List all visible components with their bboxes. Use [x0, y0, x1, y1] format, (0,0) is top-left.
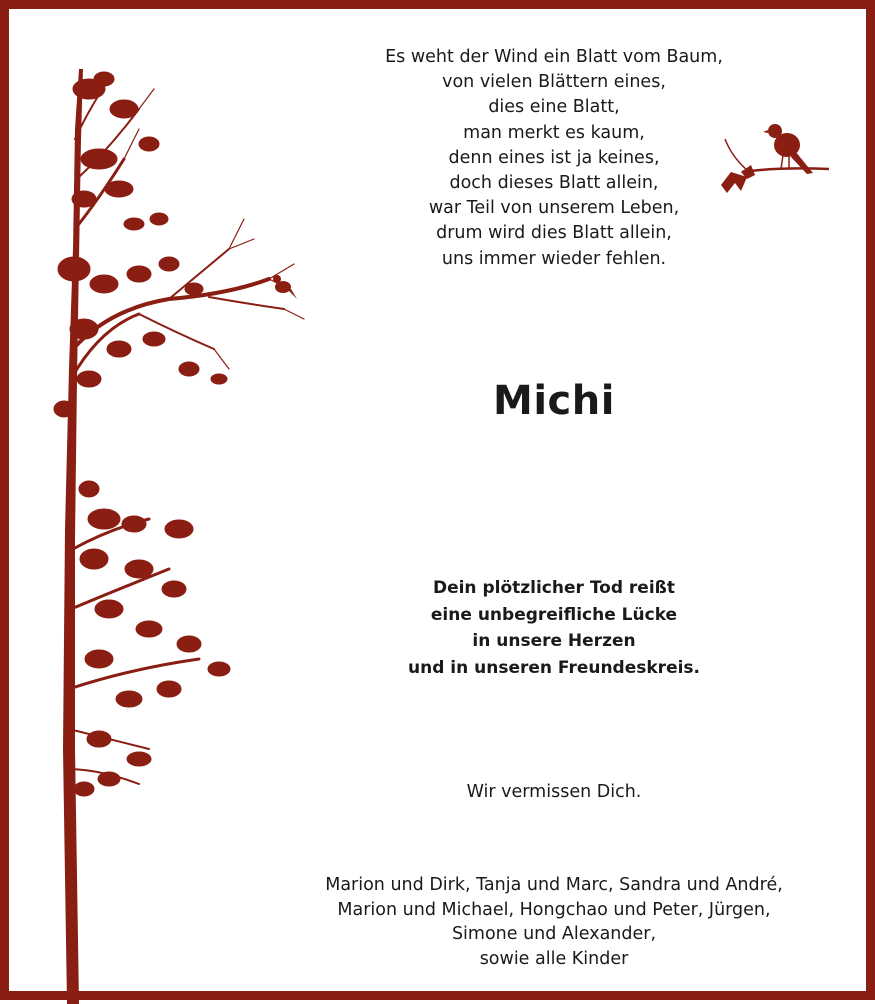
- poem-line: man merkt es kaum,: [463, 122, 645, 143]
- poem-line: doch dieses Blatt allein,: [449, 173, 659, 194]
- poem-line: dies eine Blatt,: [488, 97, 620, 118]
- signers: [249, 873, 859, 971]
- signers-line: Simone und Alexander,: [451, 924, 657, 945]
- poem-line: denn eines ist ja keines,: [448, 147, 660, 168]
- poem-line: uns immer wieder fehlen.: [441, 248, 667, 269]
- closing-line: Wir vermissen Dich.: [466, 782, 642, 802]
- poem-line: von vielen Blättern eines,: [442, 72, 666, 93]
- message-line: Dein plötzlicher Tod reißt: [432, 578, 676, 598]
- signers-line: sowie alle Kinder: [479, 948, 629, 969]
- poem: [249, 45, 859, 272]
- deceased-name: Michi: [493, 378, 615, 424]
- poem-line: drum wird dies Blatt allein,: [436, 223, 672, 244]
- poem-line: Es weht der Wind ein Blatt vom Baum,: [385, 47, 723, 67]
- signers-line: Marion und Michael, Hongchao und Peter, Jürgen,: [337, 899, 771, 920]
- condolence-message: [249, 575, 859, 681]
- message-line: in unsere Herzen: [472, 631, 636, 651]
- message-line: und in unseren Freundeskreis.: [407, 657, 700, 678]
- poem-line: war Teil von unserem Leben,: [428, 198, 680, 219]
- signers-line: Marion und Dirk, Tanja und Marc, Sandra und André,: [325, 875, 783, 895]
- message-line: eine unbegreifliche Lücke: [430, 604, 678, 625]
